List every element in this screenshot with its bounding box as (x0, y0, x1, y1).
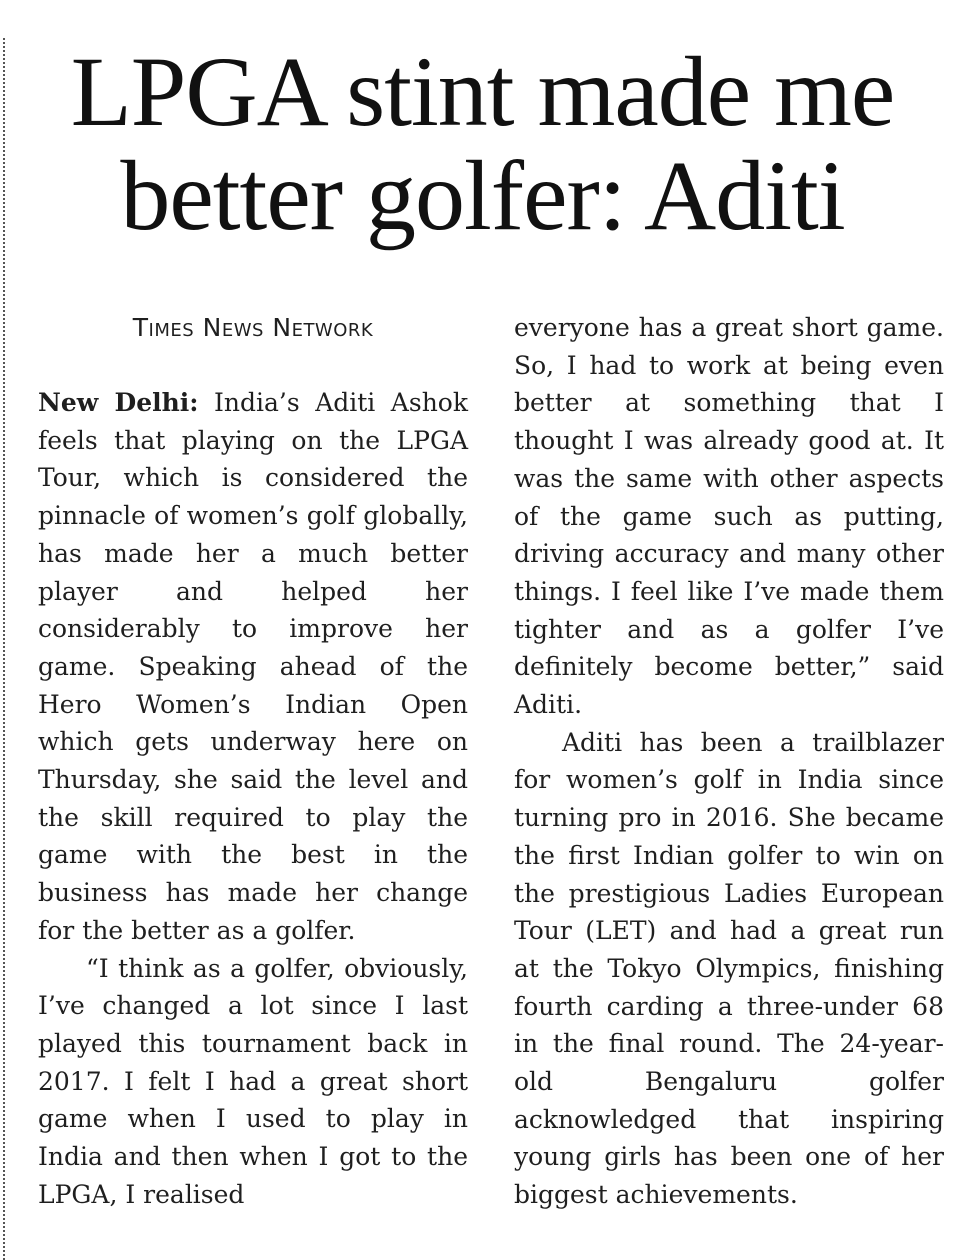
article-column-right (514, 309, 944, 1214)
article-paragraph-1 (38, 384, 468, 950)
article-paragraph-2: “I think as a golfer, obviously, I’ve changed a lot since I last played this tournament back in 2017. I felt I had a great short game when I used to play in India and then when I got to the LPGA, I realised (38, 953, 468, 1209)
dateline: New Delhi: (38, 388, 199, 417)
article-paragraph-3: everyone has a great short game. So, I had to work at being even better at something that I thought I was already good at. It was the same with other aspects of the game such as putting, driving accuracy and many other things. I feel like I’ve made them tighter and as a golfer I’ve definitely become better,” said Aditi. (514, 313, 944, 720)
byline: Times News Network (132, 313, 374, 342)
article-column-left (38, 384, 468, 1213)
headline: LPGA stint made me better golfer: Aditi (70, 36, 895, 251)
paragraph-text: India’s Aditi Ashok feels that playing on the LPGA Tour, which is considered the pinnacle of women’s golf globally, has made her a much better player and helped her considerably to improve her game. Speaking ahead of the Hero Women’s Indian Open which gets underway here on Thursday, she said the level and the skill required to play the game with the best in the business has made her change for the better as a golfer. (38, 388, 468, 945)
article-paragraph-4: Aditi has been a trailblazer for women’s golf in India since turning pro in 2016. She became the first Indian golfer to win on the prestigious Ladies European Tour (LET) and had a great run at the Tokyo Olympics, finishing fourth carding a three-under 68 in the final round. The 24-year-old Bengaluru golfer acknowledged that inspiring young girls has been one of her biggest achievements. (514, 727, 944, 1210)
column-rule-dotted (3, 38, 5, 1260)
